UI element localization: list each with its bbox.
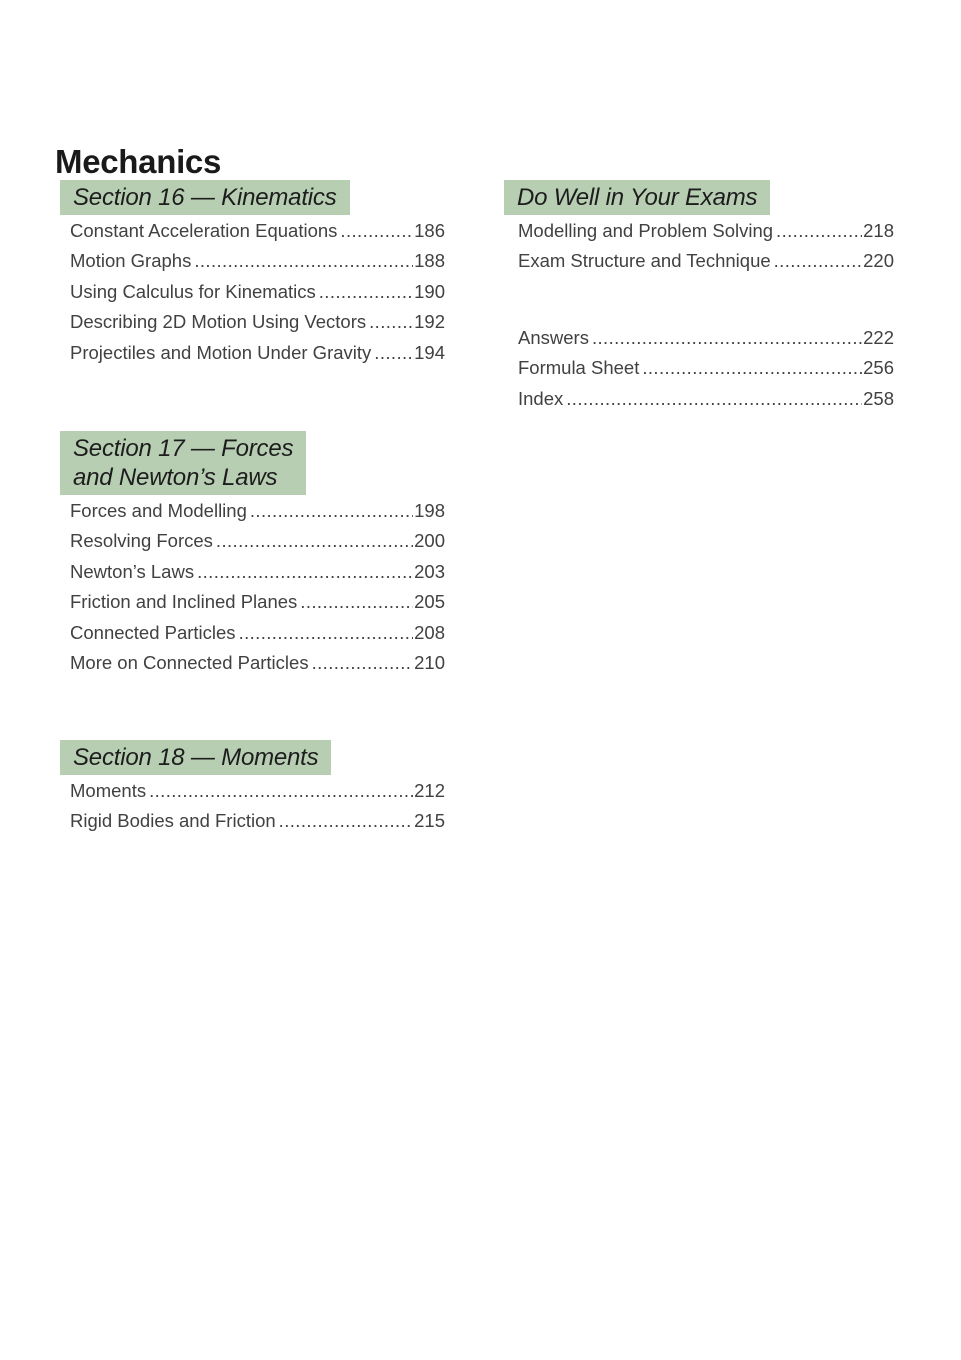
toc-entry [518,220,894,250]
toc-entry-label: Answers [518,327,589,348]
toc-entry [70,530,445,560]
toc-entry [70,652,445,682]
toc-entry-page: 194 [414,341,445,363]
toc-entry [70,591,445,621]
toc-entry [70,281,445,311]
toc-entry-page: 190 [414,280,445,302]
toc-entry [70,780,445,810]
section-16-entries [70,220,445,372]
dot-leader [319,281,413,303]
toc-entry [518,357,894,387]
toc-entry-label: Describing 2D Motion Using Vectors [70,311,367,333]
toc-entry-label: Friction and Inclined Planes [70,591,298,613]
toc-entry [70,500,445,530]
dot-leader [149,780,413,802]
toc-entry-page: 192 [414,311,445,333]
toc-entry-page: 198 [414,500,445,521]
section-17-header-band [60,431,306,495]
toc-entry-page: 203 [414,560,445,582]
section-do-well-in-your-exams [504,180,894,281]
dot-leader [312,652,414,674]
dot-leader [194,250,413,272]
toc-entry-page: 200 [414,530,445,552]
section-16-header-text: Section 16 — Kinematics [73,184,337,211]
page-title: Mechanics [55,143,222,181]
dot-leader [300,591,413,613]
toc-entry [70,622,445,652]
dot-leader [776,220,862,242]
toc-entry-page: 205 [414,591,445,613]
section-18-header-band [60,740,331,775]
section-18-header-text: Section 18 — Moments [73,744,319,771]
toc-entry-label: Constant Acceleration Equations [70,220,338,241]
section-18-entries [70,780,445,841]
toc-entry-label: Connected Particles [70,621,236,643]
toc-entry-label: More on Connected Particles [70,651,309,673]
toc-entry [518,388,894,418]
toc-entry-label: Index [518,387,564,409]
toc-entry [518,327,894,357]
section-16-header-band [60,180,350,215]
toc-entry-label: Projectiles and Motion Under Gravity [70,341,372,363]
end-matter-list [518,327,894,418]
toc-entry [70,250,445,280]
toc-entry [70,220,445,250]
section-17-header-line-1: Section 17 — Forces [73,435,294,462]
toc-entry-page: 218 [863,220,894,241]
dot-leader [279,810,413,832]
dot-leader [239,622,414,644]
do-well-header-text: Do Well in Your Exams [517,184,758,211]
toc-entry-label: Resolving Forces [70,530,213,552]
dot-leader [642,357,862,379]
toc-entry-label: Rigid Bodies and Friction [70,810,276,832]
dot-leader [566,388,862,410]
dot-leader [369,311,413,333]
do-well-entries [518,220,894,281]
toc-entry-page: 212 [414,780,445,801]
toc-entry [70,342,445,372]
toc-entry-page: 188 [414,250,445,272]
toc-entry-page: 186 [414,220,445,241]
do-well-header-band [504,180,770,215]
section-17-entries [70,500,445,682]
toc-entry-label: Forces and Modelling [70,500,247,521]
toc-entry-label: Moments [70,780,147,801]
toc-entry-label: Newton’s Laws [70,560,195,582]
section-17-header-line-2: and Newton’s Laws [73,464,278,491]
toc-entry-page: 220 [863,250,894,272]
dot-leader [374,342,413,364]
toc-entry-label: Using Calculus for Kinematics [70,280,316,302]
dot-leader [592,327,862,349]
dot-leader [216,530,413,552]
toc-entry-label: Motion Graphs [70,250,192,272]
dot-leader [774,250,862,272]
toc-entry-page: 210 [414,651,445,673]
toc-entry-page: 208 [414,621,445,643]
toc-entry [70,561,445,591]
toc-entry-page: 222 [863,327,894,348]
toc-entry-label: Exam Structure and Technique [518,250,771,272]
toc-entry-page: 215 [414,810,445,832]
toc-entry-page: 256 [863,357,894,379]
dot-leader [197,561,413,583]
toc-entry-page: 258 [863,387,894,409]
toc-entry [70,311,445,341]
toc-entry [70,810,445,840]
dot-leader [250,500,413,522]
section-16-kinematics [60,180,450,372]
toc-entry-label: Modelling and Problem Solving [518,220,774,241]
section-18-moments [60,740,450,841]
dot-leader [340,220,413,242]
section-17-forces-newtons-laws [60,431,450,682]
toc-entry [518,250,894,280]
toc-entry-label: Formula Sheet [518,357,640,379]
